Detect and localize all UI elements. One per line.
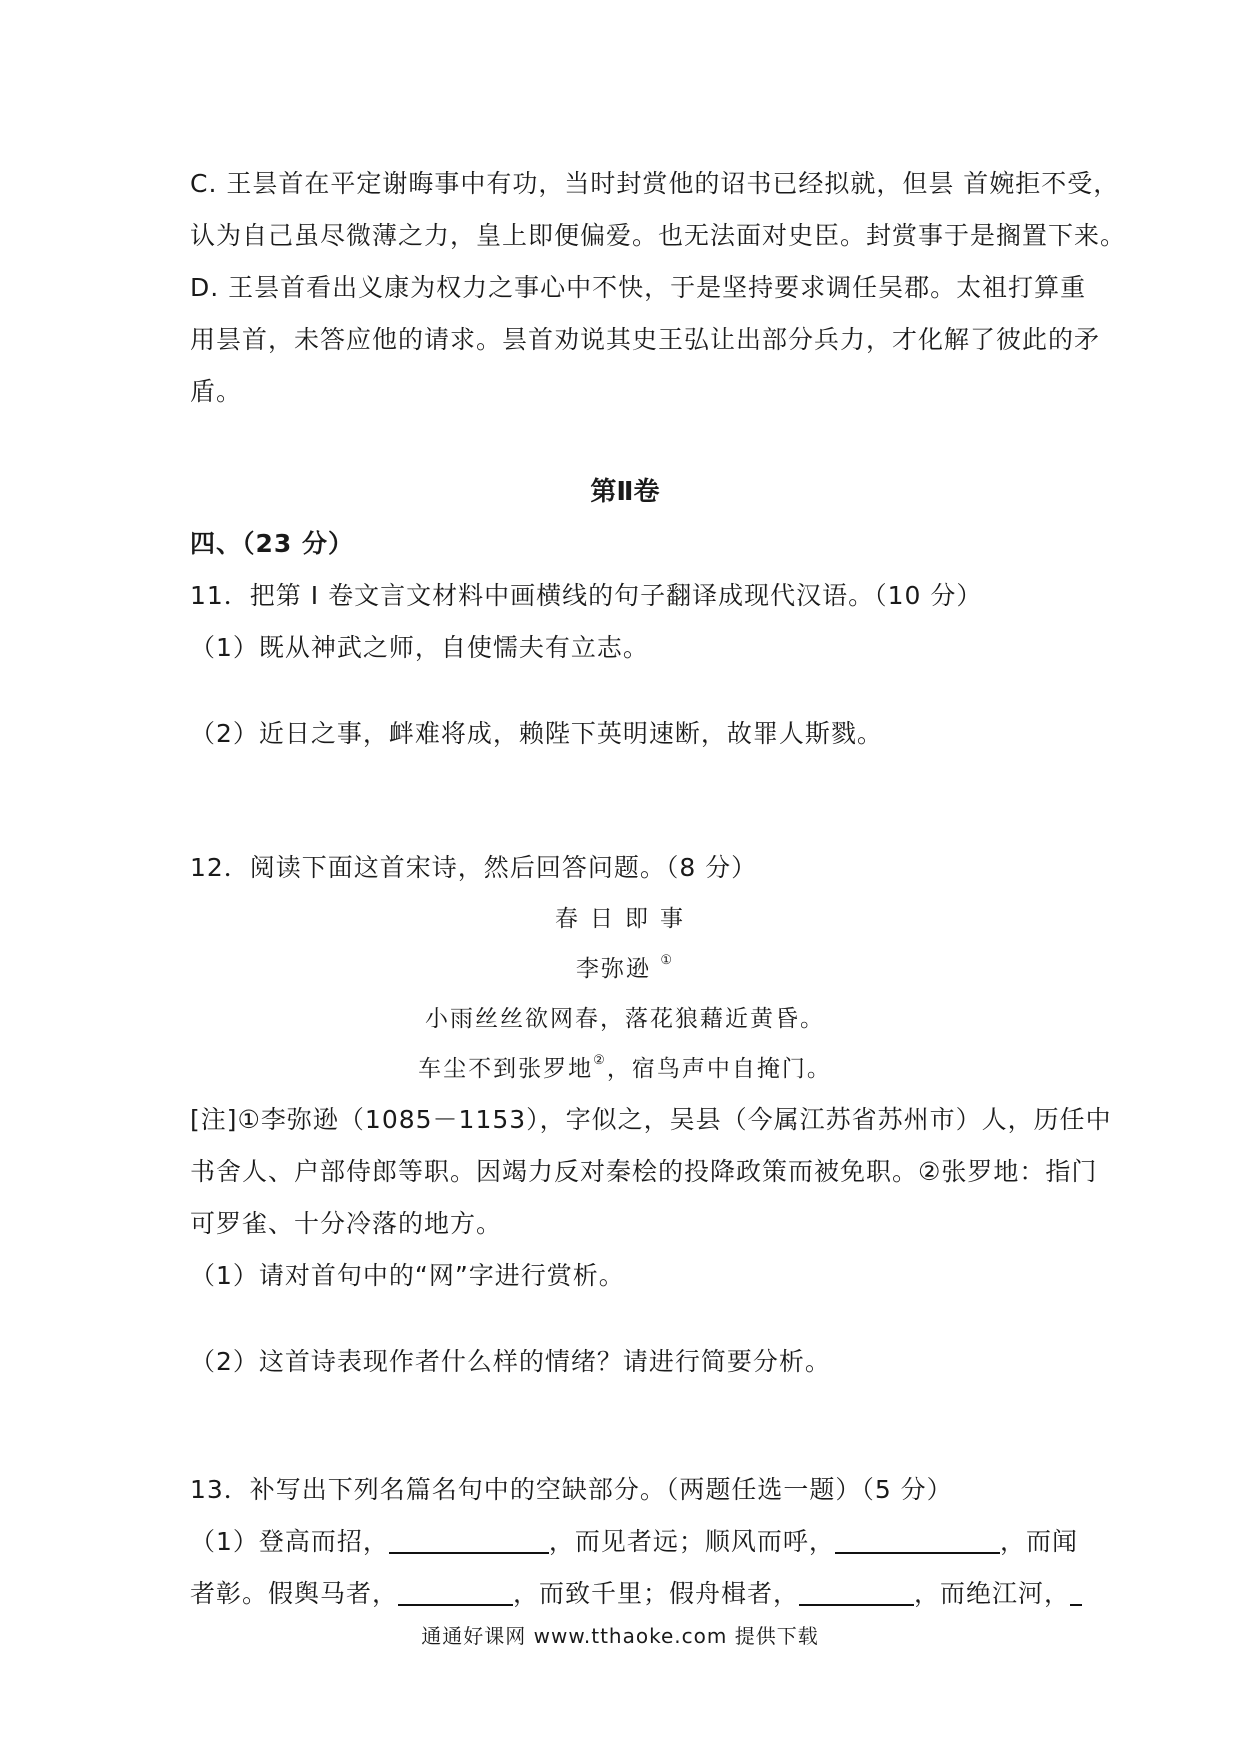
q13-blank-3[interactable] xyxy=(398,1576,513,1606)
q13-line-2 xyxy=(190,1568,1071,1620)
q13-line-2-text-a: 者彰。假舆马者， xyxy=(190,1579,399,1608)
q12-sub1: （1）请对首句中的“网”字进行赏析。 xyxy=(190,1261,625,1290)
q13-blank-4[interactable] xyxy=(799,1576,914,1606)
q13-blank-1[interactable] xyxy=(389,1524,549,1554)
poem-title: 春日即事 xyxy=(555,906,695,932)
q11-sub2: （2）近日之事，衅难将成，赖陛下英明速断，故罪人斯戮。 xyxy=(190,719,883,748)
option-c-line-1: C. 王昙首在平定谢晦事中有功，当时封赏他的诏书已经拟就，但昙 首婉拒不受， xyxy=(190,169,1120,198)
q11-stem: 11．把第 I 卷文言文材料中画横线的句子翻译成现代汉语。（10 分） xyxy=(190,581,983,610)
q13-line-2-text-b: ，而致千里；假舟楫者， xyxy=(513,1579,800,1608)
q12-note-line-1: [注]①李弥逊（1085－1153），字似之，吴县（今属江苏省苏州市）人，历任中 xyxy=(190,1105,1112,1134)
exam-page xyxy=(190,158,1127,1620)
q13-line-1-text-a: （1）登高而招， xyxy=(190,1527,389,1556)
option-d-line-3: 盾。 xyxy=(190,377,243,406)
q12-note-line-2: 书舍人、户部侍郎等职。因竭力反对秦桧的投降政策而被免职。②张罗地：指门 xyxy=(190,1157,1098,1186)
poem-line-2-first-half: 车尘不到张罗地 xyxy=(418,1056,594,1082)
poem-line-2-note-mark: ② xyxy=(593,1053,607,1068)
q13-blank-2[interactable] xyxy=(835,1524,1000,1554)
q13-line-1-text-c: ，而闻 xyxy=(999,1527,1078,1556)
q12-sub2: （2）这首诗表现作者什么样的情绪？请进行简要分析。 xyxy=(190,1347,831,1376)
option-d-line-1: D. 王昙首看出义康为权力之事心中不快，于是坚持要求调任吴郡。太祖打算重 xyxy=(190,273,1087,302)
q13-stem: 13．补写出下列名篇名句中的空缺部分。（两题任选一题）（5 分） xyxy=(190,1475,953,1504)
part-heading: 四、（23 分） xyxy=(190,529,354,558)
q13-line-1-text-b: ，而见者远；顺风而呼， xyxy=(548,1527,835,1556)
option-d-line-2: 用昙首，未答应他的请求。昙首劝说其史王弘让出部分兵力，才化解了彼此的矛 xyxy=(190,325,1101,354)
option-c-line-2: 认为自己虽尽微薄之力，皇上即便偏爱。也无法面对史臣。封赏事于是搁置下来。 xyxy=(190,221,1127,250)
poem-line-2-second-half: ，宿鸟声中自掩门。 xyxy=(606,1056,832,1082)
q12-stem: 12．阅读下面这首宋诗，然后回答问题。（8 分） xyxy=(190,853,758,882)
q11-sub1: （1）既从神武之师，自使懦夫有立志。 xyxy=(190,633,649,662)
q13-line-1 xyxy=(190,1516,1078,1568)
poem-author-line xyxy=(190,944,1060,994)
poem-line-2 xyxy=(190,1044,1060,1094)
page-footer: 通通好课网 www.tthaoke.com 提供下载 xyxy=(421,1624,819,1648)
q12-note-line-3: 可罗雀、十分冷落的地方。 xyxy=(190,1209,503,1238)
q13-blank-5[interactable] xyxy=(1070,1576,1082,1606)
poem-line-1: 小雨丝丝欲网春，落花狼藉近黄昏。 xyxy=(425,1006,825,1032)
section-title: 第Ⅱ卷 xyxy=(590,477,660,507)
q13-line-2-text-c: ，而绝江河， xyxy=(914,1579,1071,1608)
poem-author-note-mark: ① xyxy=(660,953,674,968)
poem-author: 李弥逊 xyxy=(576,956,652,982)
